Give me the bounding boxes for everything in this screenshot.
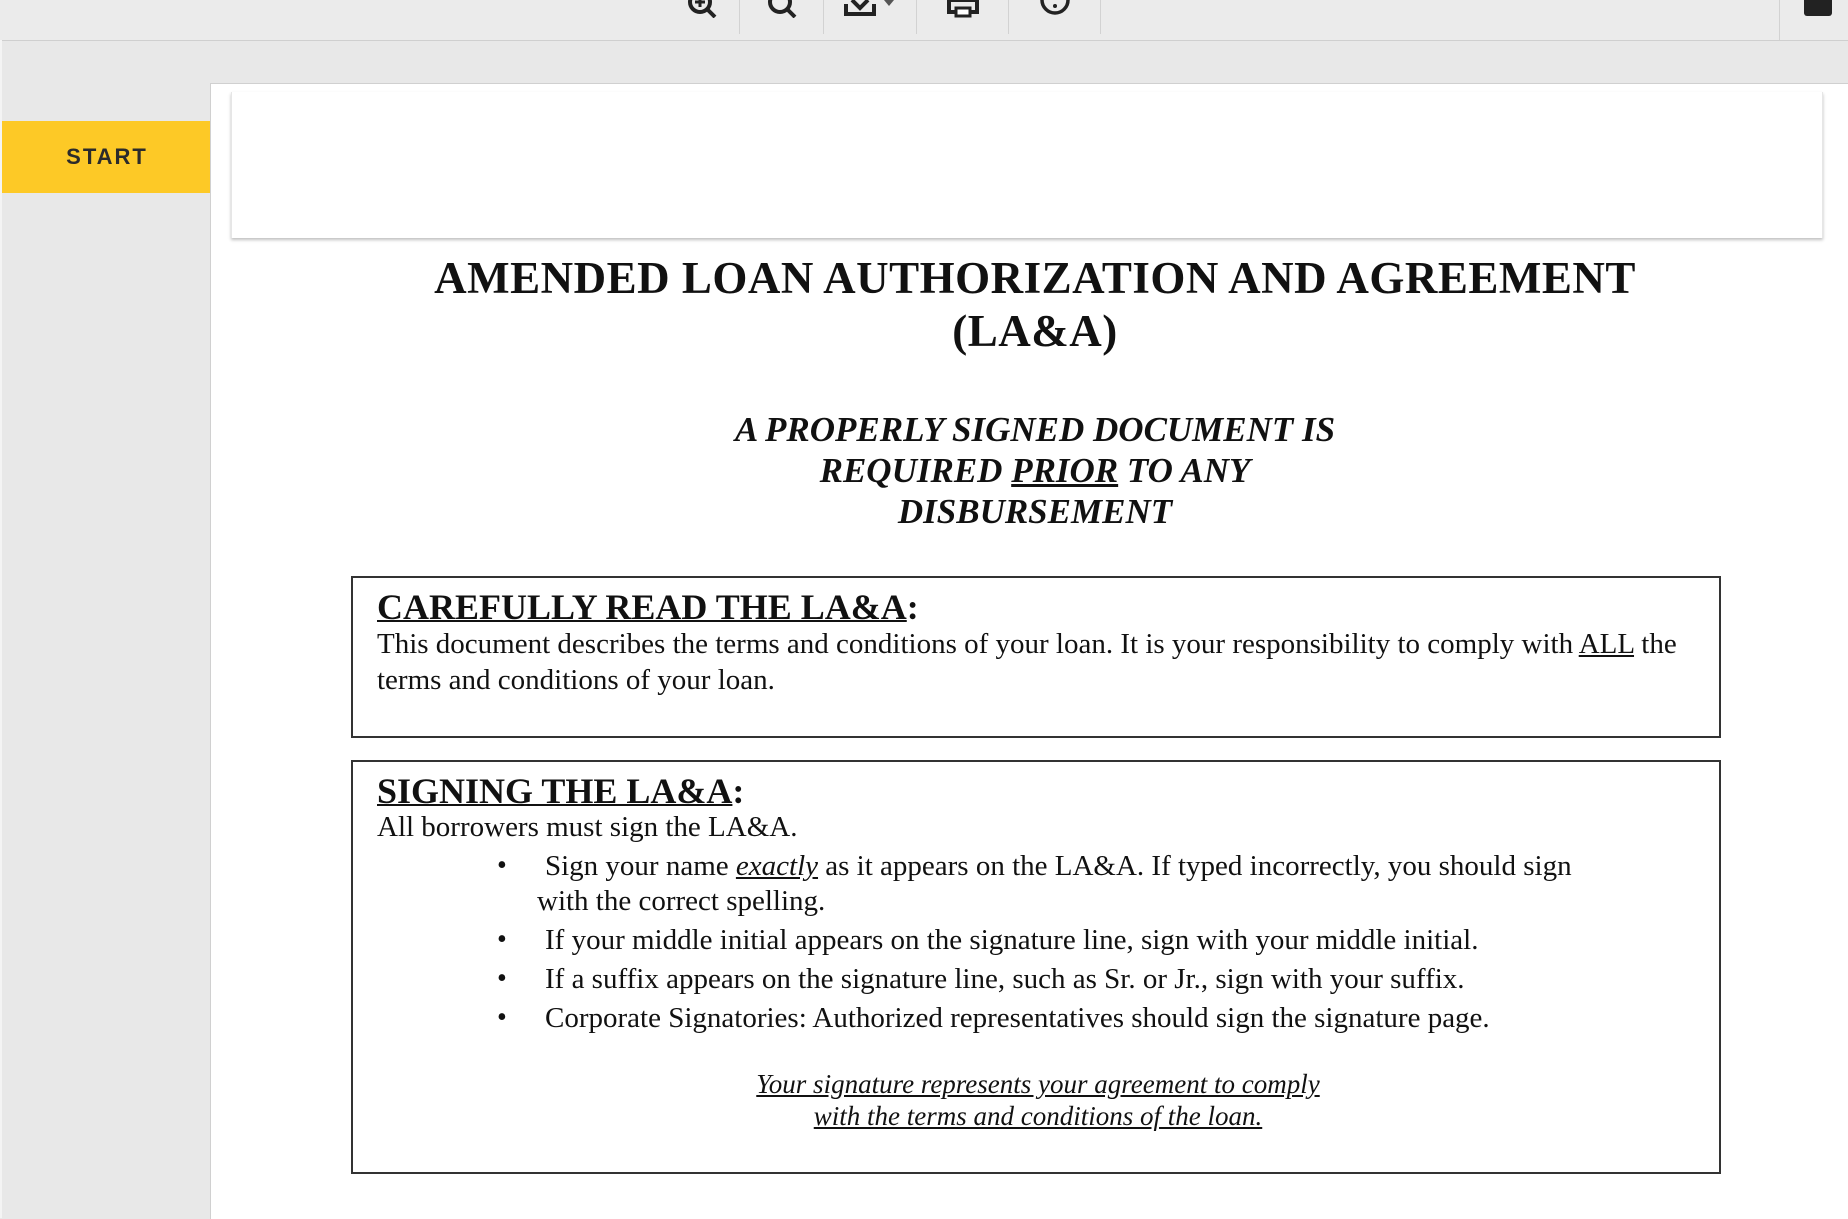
bullet-dot: •	[497, 963, 507, 994]
bullet1-part-b: as it appears on the LA&A. If typed incorrectly, you should sign	[818, 850, 1572, 882]
zoom-in-button[interactable]	[664, 0, 740, 34]
bullet-text-3: If a suffix appears on the signature line, such as Sr. or Jr., sign with your suffix.	[545, 963, 1465, 995]
bullet1-emphasis: exactly	[735, 850, 819, 882]
bullet-text-4: Corporate Signatories: Authorized representatives should sign the signature page.	[545, 1002, 1490, 1034]
closing-line-2: with the terms and conditions of the loan.	[813, 1101, 1263, 1131]
bullet-dot: •	[497, 1002, 507, 1033]
download-icon	[842, 0, 898, 18]
read-text-a: This document describes the terms and conditions of your loan. It is your responsibility to comply with	[377, 628, 1579, 660]
signing-heading-colon: :	[732, 771, 745, 811]
read-section-heading	[377, 587, 919, 627]
start-button[interactable]	[2, 121, 212, 193]
document-title	[211, 252, 1848, 358]
menu-icon	[1804, 0, 1832, 16]
notice-line-2c: TO ANY	[1118, 451, 1251, 490]
toolbar	[0, 0, 1848, 41]
read-text-b: the terms and conditions of your loan.	[377, 628, 1677, 696]
signing-section-heading	[377, 771, 744, 811]
title-line-2: (LA&A)	[952, 306, 1118, 356]
bullet-text-1-cont: with the correct spelling.	[537, 885, 826, 917]
read-section-box	[351, 576, 1721, 738]
signing-intro: All borrowers must sign the LA&A.	[377, 811, 798, 843]
read-heading-colon: :	[906, 587, 919, 627]
toolbar-right-control[interactable]	[1779, 0, 1848, 40]
read-section-text	[377, 626, 1705, 698]
bullet1-part-a: Sign your name	[545, 850, 736, 882]
document-viewer[interactable]	[210, 83, 1848, 1219]
print-button[interactable]	[917, 0, 1009, 34]
document-header-area	[231, 92, 1823, 238]
search-icon	[765, 0, 799, 18]
notice-prior: PRIOR	[1011, 451, 1119, 490]
notice-line-1: A PROPERLY SIGNED DOCUMENT IS	[734, 410, 1336, 449]
signing-section-box	[351, 760, 1721, 1174]
read-heading-text: CAREFULLY READ THE LA&A	[377, 587, 907, 627]
bullet-dot: •	[497, 850, 507, 881]
print-icon	[946, 0, 980, 18]
start-label: START	[66, 144, 148, 169]
notice-line-2a: REQUIRED	[819, 451, 1012, 490]
bullet-dot: •	[497, 924, 507, 955]
help-button[interactable]	[1009, 0, 1101, 34]
notice-line-2	[211, 450, 1848, 491]
search-button[interactable]	[740, 0, 824, 34]
disbursement-notice	[211, 409, 1848, 532]
title-line-1: AMENDED LOAN AUTHORIZATION AND AGREEMENT	[434, 253, 1636, 303]
closing-line-1: Your signature represents your agreement to comply	[756, 1069, 1320, 1099]
help-icon	[1038, 0, 1072, 18]
read-text-all: ALL	[1578, 628, 1635, 660]
zoom-in-icon	[685, 0, 719, 18]
left-edge	[0, 40, 2, 1218]
bullet-text-1	[545, 848, 1677, 884]
notice-line-3: DISBURSEMENT	[897, 492, 1173, 531]
signing-heading-text: SIGNING THE LA&A	[377, 771, 733, 811]
bullet-text-2: If your middle initial appears on the signature line, sign with your middle initial.	[545, 924, 1479, 956]
download-button[interactable]	[824, 0, 917, 34]
